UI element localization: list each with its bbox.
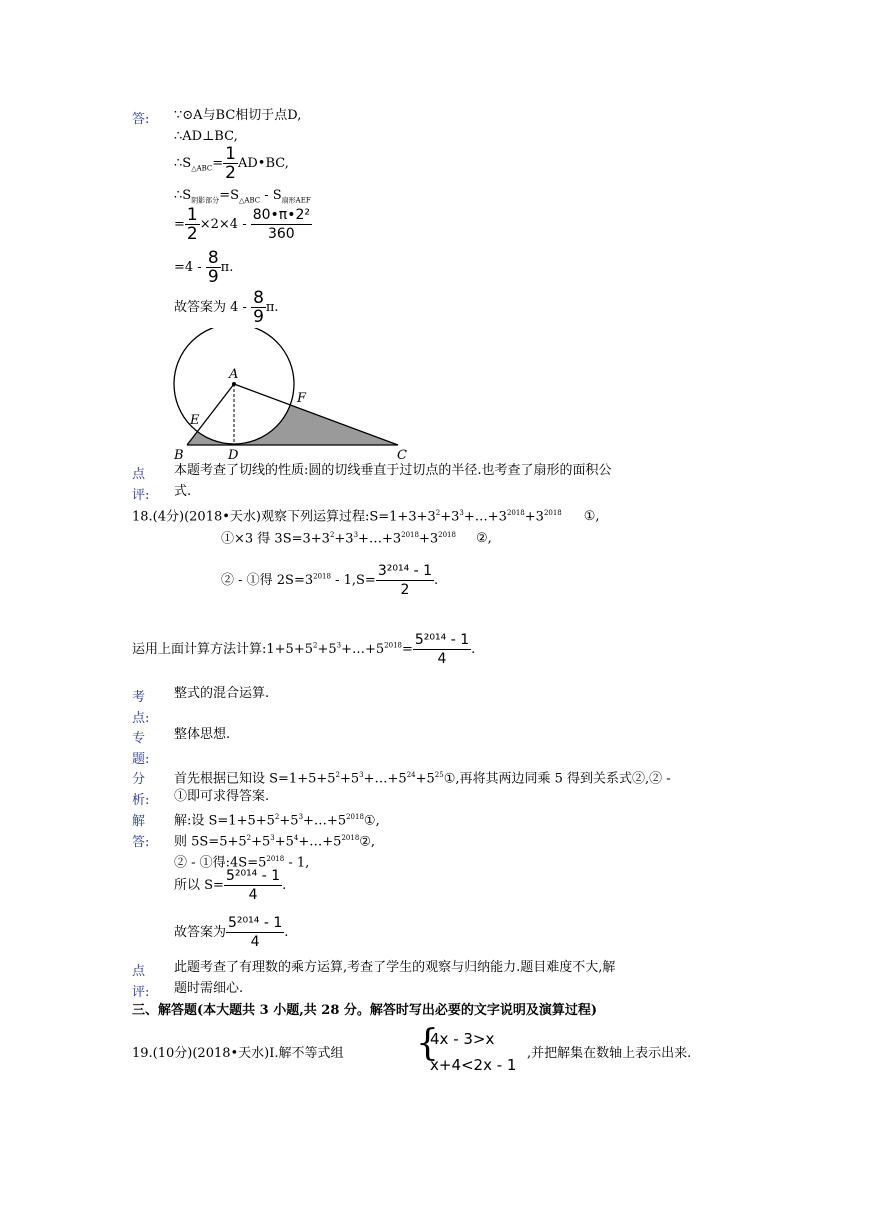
shaded-region <box>187 384 398 445</box>
dianping-text-2: 题时需细心. <box>174 981 244 996</box>
comment-text-2: 式. <box>174 484 192 499</box>
jieda-label-2: 答: <box>132 835 150 850</box>
geometry-figure <box>168 328 413 462</box>
fenxi-label-1: 分 <box>132 772 146 787</box>
kaodian-label-2: 点: <box>132 711 150 726</box>
inequality-2: x+4<2x - 1 <box>430 1056 517 1074</box>
comment-text-1: 本题考查了切线的性质:圆的切线垂直于过切点的半径.也考查了扇形的面积公 <box>174 463 612 478</box>
label-d: D <box>228 448 239 462</box>
answer-line-4: $\therefore S_{阴影部分}=S_{\triangle ABC} - S_{扇形AEF}$ <box>174 188 311 205</box>
answer-line-2: ∴AD⊥BC, <box>174 129 238 144</box>
answer-line-1: ∵⊙A与BC相切于点D, <box>174 108 302 123</box>
kaodian-label-1: 考 <box>132 690 146 705</box>
jieda-line-3: ② - ①得$:4S=5^{2018} - 1$, <box>174 855 310 871</box>
zhuanti-text: 整体思想. <box>174 727 231 742</box>
jieda-line-5: 故答案为 $\frac{\text{5²⁰¹⁴ - 1}}{4}$ . <box>174 915 289 950</box>
q18-step-3: ② - ①得 $2S=3^{2018} - 1,S=$ $\frac{\text{3²⁰¹⁴ - 1}}{2}$ . <box>221 563 439 598</box>
dianping-label-1: 点 <box>132 964 146 979</box>
q18-intro: 18.(4分)(2018•天水)观察下列运算过程$:S=1+3+3^2+3^3+\dots+3^{2018}+3^{2018}$ ①, <box>132 509 600 525</box>
q19-prefix: 19.(10分)(2018•天水)Ⅰ.解不等式组 <box>132 1046 344 1061</box>
q19-suffix: ,并把解集在数轴上表示出来. <box>527 1046 692 1061</box>
fenxi-text-1: 首先根据已知设 $S=1+5+5^2+5^3+\dots+5^{24}+5^{25}①$,再将其两边同乘 5 得到关系式②,② - <box>174 771 671 787</box>
section-heading: 三、解答题(本大题共 3 小题,共 28 分。解答时写出必要的文字说明及演算过程) <box>132 1003 598 1018</box>
zhuanti-label-1: 专 <box>132 731 146 746</box>
zhuanti-label-2: 题: <box>132 752 150 767</box>
jieda-line-1: 解:设 $S=1+5+5^2+5^3+\dots+5^{2018}①$, <box>174 813 380 829</box>
inequality-1: 4x - 3>x <box>430 1030 495 1048</box>
jieda-line-4: 所以 S= $\frac{\text{5²⁰¹⁴ - 1}}{4}$ . <box>174 868 287 903</box>
answer-line-3: $\therefore S_{\triangle ABC}=$ $\frac{1}{2}$ AD•BC, <box>174 144 289 183</box>
dianping-label-2: 评: <box>132 985 150 1000</box>
answer-line-7: 故答案为 4 - $\frac{8}{9}$ π. <box>174 288 279 327</box>
dianping-text-1: 此题考查了有理数的乘方运算,考查了学生的观察与归纳能力.题目难度不大,解 <box>174 960 616 975</box>
answer-label: 答: <box>132 112 150 127</box>
label-b: B <box>174 448 184 462</box>
jieda-line-2: 则 $5S=5+5^2+5^3+5^4+\dots+5^{2018}②$, <box>174 834 376 850</box>
label-c: C <box>397 448 407 462</box>
label-f: F <box>297 391 307 406</box>
comment-label-2: 评: <box>132 488 150 503</box>
fenxi-text-2: ①即可求得答案. <box>174 789 270 804</box>
inequality-brace: { <box>416 1023 439 1064</box>
answer-line-5: = $\frac{1}{2}$ ×2×4 - $\frac{\text{80•π•2²}}{360}$ <box>174 205 310 244</box>
q18-task: 运用上面计算方法计算$:1+5+5^2+5^3+\dots+5^{2018}=$ $\frac{\text{5²⁰¹⁴ - 1}}{4}$ . <box>132 632 476 667</box>
comment-label-1: 点 <box>132 467 146 482</box>
answer-line-6: =4 - $\frac{8}{9}$ π. <box>174 248 234 287</box>
q18-step-2: ①×3 得 $3S=3+3^2+3^3+\dots+3^{2018}+3^{2018}$ ②, <box>221 531 492 547</box>
jieda-label-1: 解 <box>132 814 146 829</box>
kaodian-text: 整式的混合运算. <box>174 686 270 701</box>
label-e: E <box>190 413 200 428</box>
center-point-a <box>232 382 236 386</box>
label-a: A <box>229 367 239 382</box>
fenxi-label-2: 析: <box>132 793 150 808</box>
